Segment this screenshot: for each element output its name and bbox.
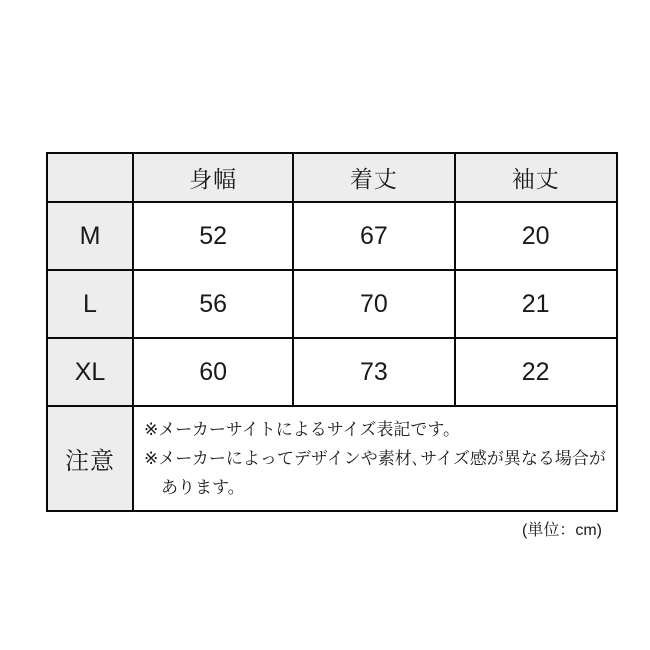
- note-text-cell: [133, 406, 617, 511]
- corner-cell: [47, 153, 133, 202]
- row-label-m: M: [47, 202, 133, 270]
- note-line-2: ※メーカーによってデザインや素材､サイズ感が異なる場合が: [144, 449, 606, 468]
- row-label-l: L: [47, 270, 133, 338]
- table-row-l: [47, 270, 617, 338]
- note-line-3: あります。: [161, 478, 245, 497]
- col-header-length: 着丈: [293, 153, 454, 202]
- value-m-length: 67: [293, 202, 454, 270]
- row-label-xl: XL: [47, 338, 133, 406]
- col-header-body-width: 身幅: [133, 153, 293, 202]
- col-header-sleeve-length: 袖丈: [455, 153, 617, 202]
- table-row-xl: [47, 338, 617, 406]
- table-row-m: [47, 202, 617, 270]
- value-m-body-width: 52: [133, 202, 293, 270]
- value-l-sleeve: 21: [455, 270, 617, 338]
- value-l-length: 70: [293, 270, 454, 338]
- unit-label: (単位：cm): [522, 522, 602, 539]
- value-xl-sleeve: 22: [455, 338, 617, 406]
- value-m-sleeve: 20: [455, 202, 617, 270]
- note-line-1: ※メーカーサイトによるサイズ表記です。: [144, 420, 460, 439]
- size-table: [46, 152, 618, 512]
- value-xl-body-width: 60: [133, 338, 293, 406]
- table-row-note: [47, 406, 617, 511]
- value-l-body-width: 56: [133, 270, 293, 338]
- value-xl-length: 73: [293, 338, 454, 406]
- table-header-row: [47, 153, 617, 202]
- note-label-cell: 注意: [47, 406, 133, 511]
